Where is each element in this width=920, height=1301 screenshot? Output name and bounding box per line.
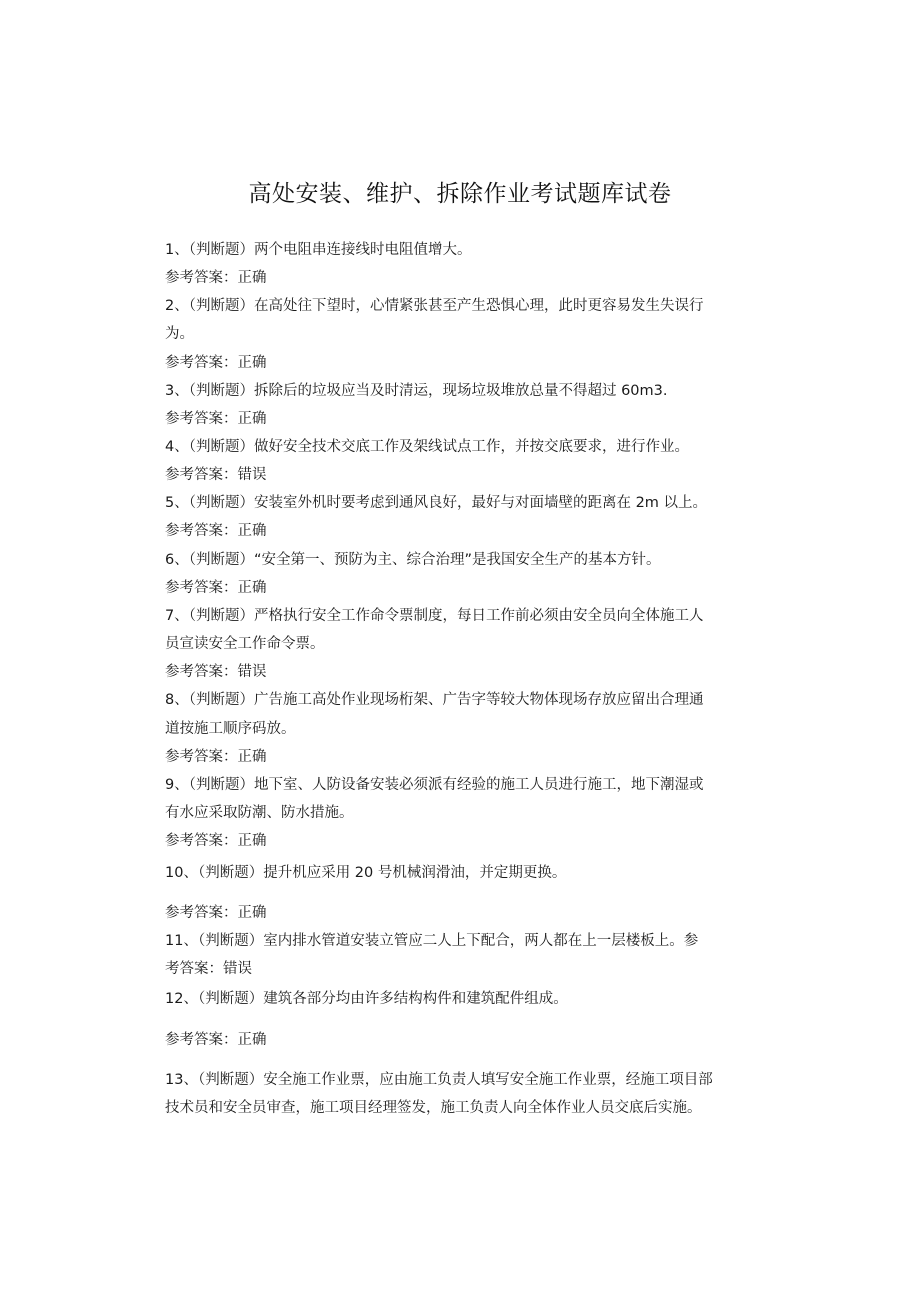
answer-2: 参考答案：正确 xyxy=(165,355,267,371)
answer-3: 参考答案：正确 xyxy=(165,411,267,427)
question-12: 12、（判断题）建筑各部分均由许多结构构件和建筑配件组成。 xyxy=(165,991,568,1007)
answer-6: 参考答案：正确 xyxy=(165,580,267,596)
question-8-continued: 道按施工顺序码放。 xyxy=(165,721,296,737)
question-9: 9、（判断题）地下室、人防设备安装必须派有经验的施工人员进行施工，地下潮湿或 xyxy=(165,777,704,793)
page-title: 高处安装、维护、拆除作业考试题库试卷 xyxy=(248,181,672,207)
question-3: 3、（判断题）拆除后的垃圾应当及时清运，现场垃圾堆放总量不得超过 60m3. xyxy=(165,383,668,399)
question-11-continued: 考答案：错误 xyxy=(165,961,252,977)
answer-5: 参考答案：正确 xyxy=(165,523,267,539)
answer-7: 参考答案：错误 xyxy=(165,664,267,680)
question-6: 6、（判断题）“安全第一、预防为主、综合治理”是我国安全生产的基本方针。 xyxy=(165,552,661,568)
question-4: 4、（判断题）做好安全技术交底工作及架线试点工作，并按交底要求，进行作业。 xyxy=(165,439,689,455)
answer-10: 参考答案：正确 xyxy=(165,905,267,921)
question-11: 11、（判断题）室内排水管道安装立管应二人上下配合，两人都在上一层楼板上。参 xyxy=(165,933,699,949)
question-7-continued: 员宣读安全工作命令票。 xyxy=(165,636,325,652)
question-13-continued: 技术员和安全员审查，施工项目经理签发，施工负责人向全体作业人员交底后实施。 xyxy=(165,1100,702,1116)
question-13: 13、（判断题）安全施工作业票，应由施工负责人填写安全施工作业票，经施工项目部 xyxy=(165,1072,713,1088)
answer-12: 参考答案：正确 xyxy=(165,1032,267,1048)
answer-9: 参考答案：正确 xyxy=(165,833,267,849)
question-7: 7、（判断题）严格执行安全工作命令票制度，每日工作前必须由安全员向全体施工人 xyxy=(165,608,704,624)
question-2: 2、（判断题）在高处往下望时，心情紧张甚至产生恐惧心理，此时更容易发生失误行 xyxy=(165,298,704,314)
answer-8: 参考答案：正确 xyxy=(165,749,267,765)
question-10: 10、（判断题）提升机应采用 20 号机械润滑油，并定期更换。 xyxy=(165,865,567,881)
question-8: 8、（判断题）广告施工高处作业现场桁架、广告字等较大物体现场存放应留出合理通 xyxy=(165,692,704,708)
question-2-continued: 为。 xyxy=(165,326,194,342)
question-5: 5、（判断题）安装室外机时要考虑到通风良好，最好与对面墙壁的距离在 2m 以上。 xyxy=(165,495,708,511)
answer-1: 参考答案：正确 xyxy=(165,270,267,286)
answer-4: 参考答案：错误 xyxy=(165,467,267,483)
question-1: 1、（判断题）两个电阻串连接线时电阻值增大。 xyxy=(165,242,472,258)
question-9-continued: 有水应采取防潮、防水措施。 xyxy=(165,805,354,821)
